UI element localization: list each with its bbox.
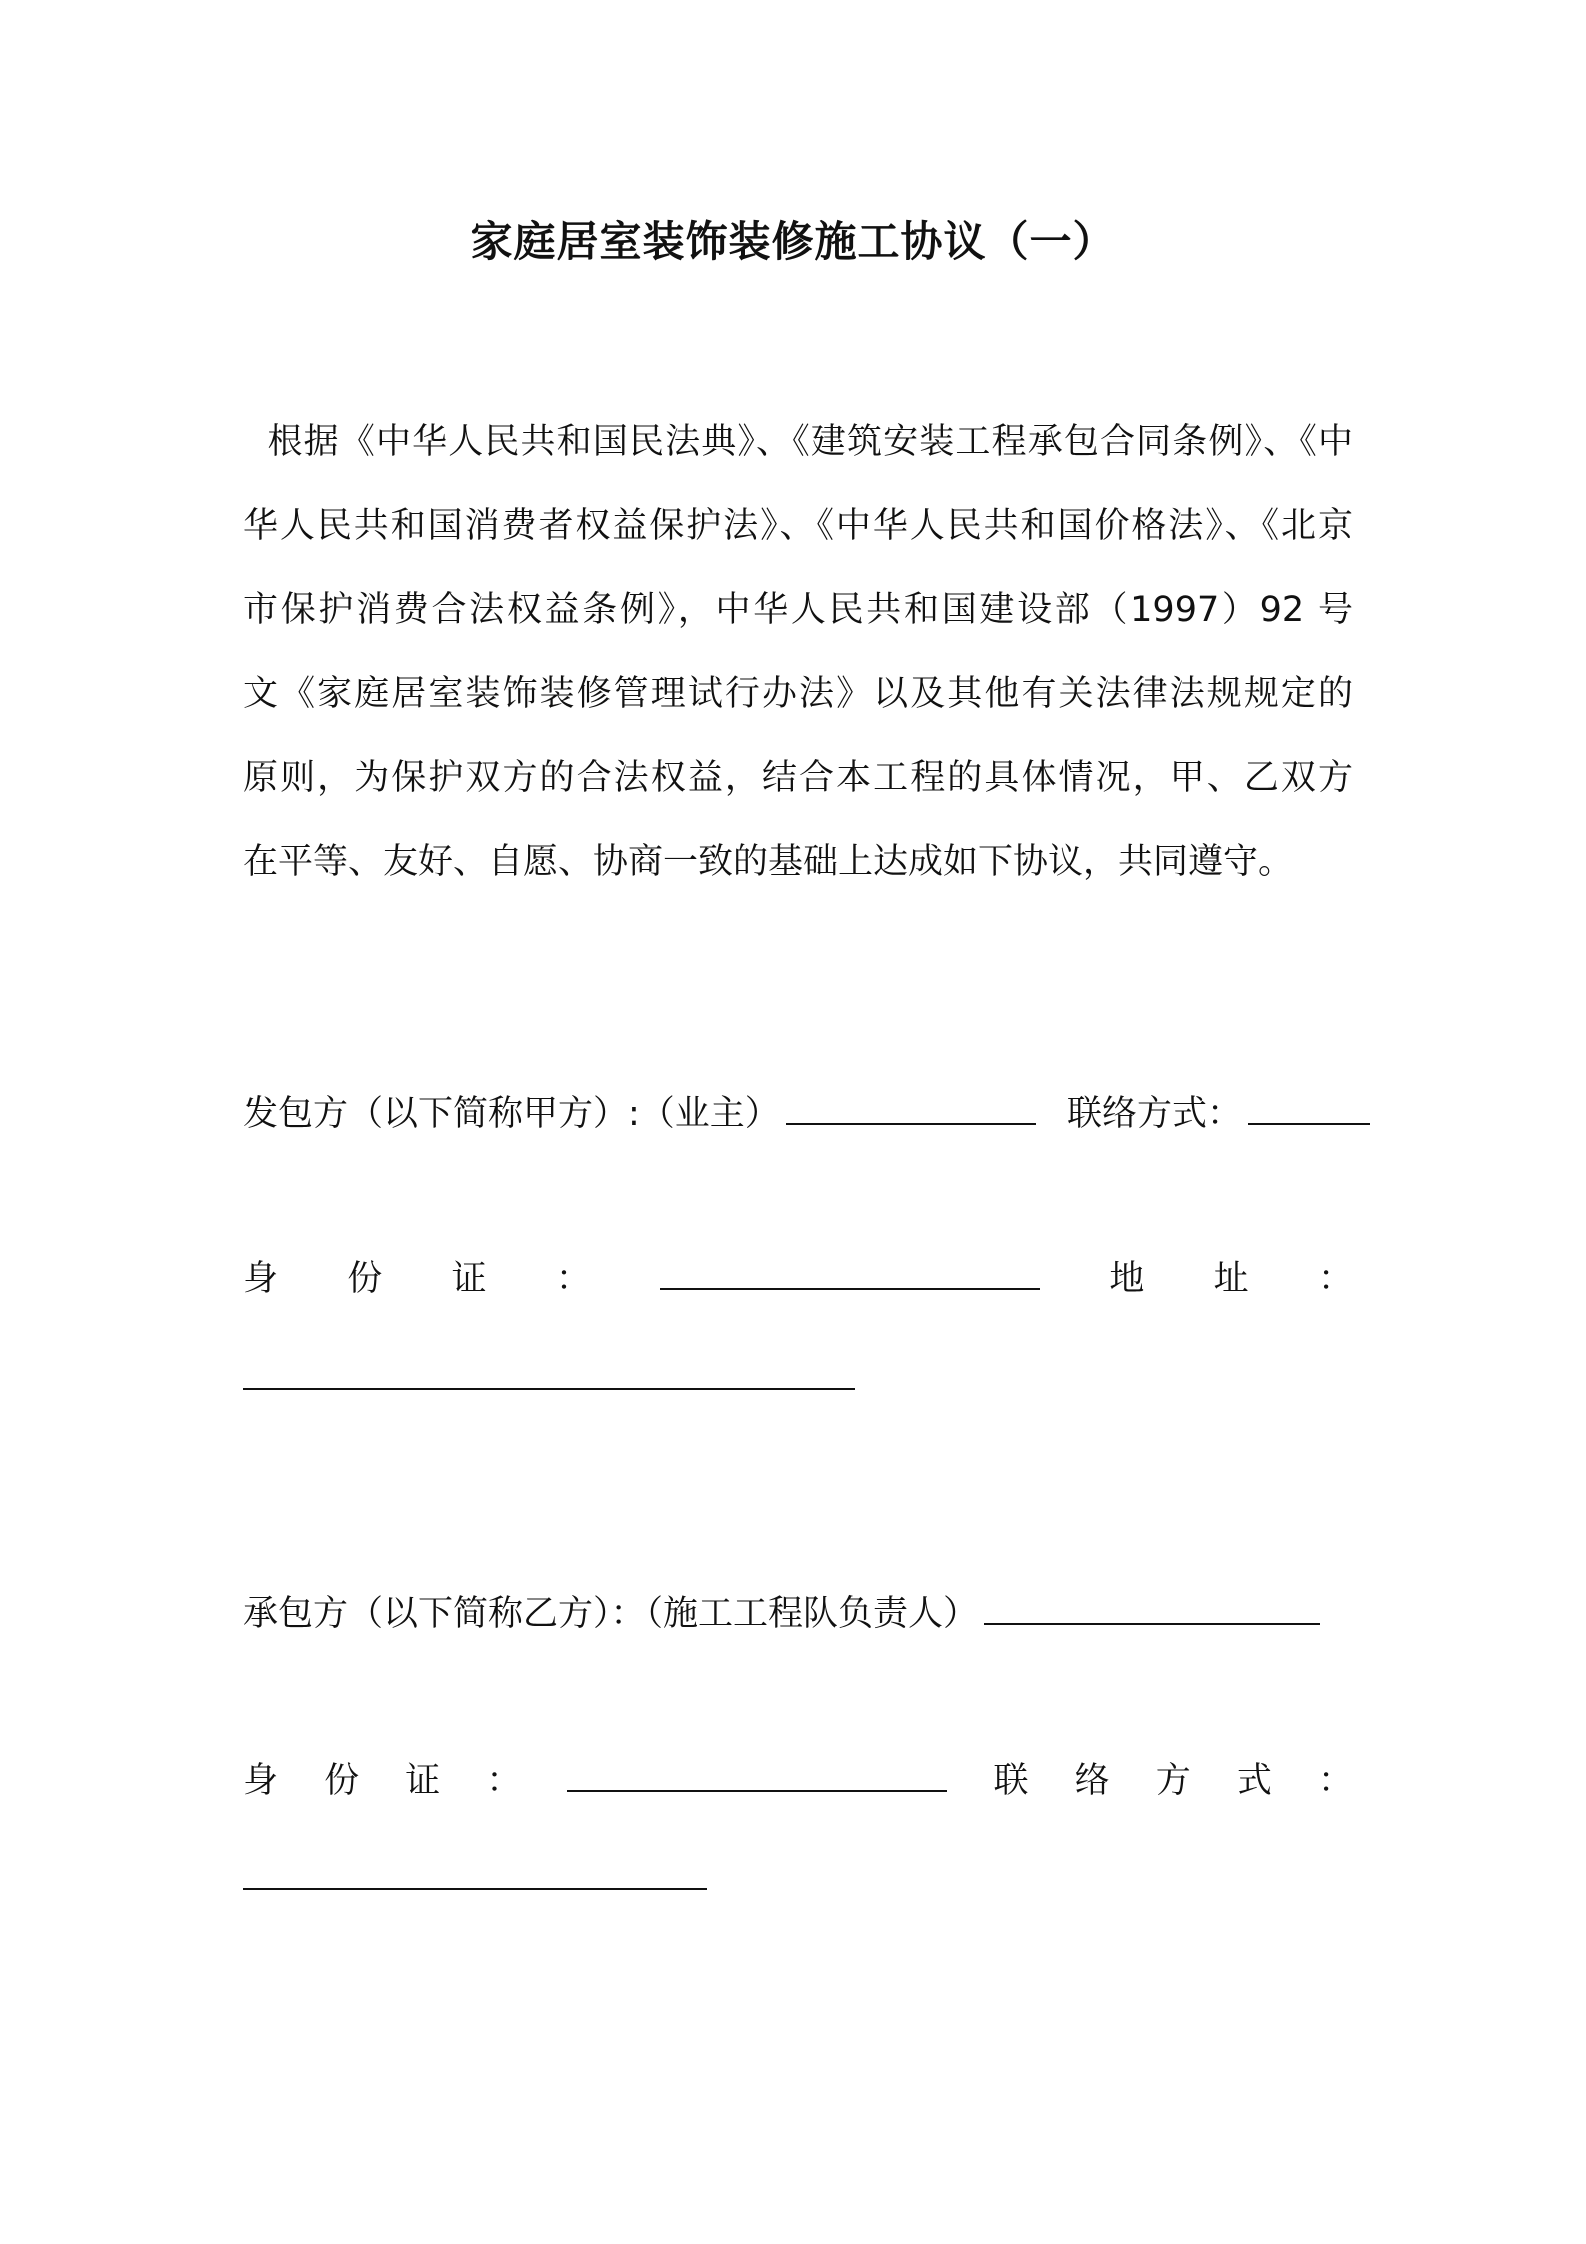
preamble-line: 根据《中华人民共和国民法典》、《建筑安装工程承包合同条例》、《中 [243, 422, 1353, 462]
contact-char: 方 [1155, 1761, 1191, 1801]
document-title: 家庭居室装饰装修施工协议（一） [470, 217, 1116, 266]
id-char: 证 [405, 1761, 441, 1801]
owner-address-blank[interactable] [243, 1350, 855, 1390]
owner-contact-blank[interactable] [1248, 1085, 1370, 1125]
party-a-row [243, 1085, 1353, 1139]
preamble-line: 华人民共和国消费者权益保护法》、《中华人民共和国价格法》、《北京 [243, 506, 1353, 546]
party-b-contact-row [243, 1850, 1353, 1904]
id-char: 份 [347, 1259, 383, 1299]
party-a-address-row [243, 1350, 1353, 1404]
id-char: ： [555, 1259, 591, 1299]
owner-name-blank[interactable] [786, 1085, 1036, 1125]
address-char: 地 [1109, 1259, 1145, 1299]
id-char: 份 [324, 1761, 360, 1801]
id-char: 身 [243, 1259, 279, 1299]
contact-char: 式 [1236, 1761, 1272, 1801]
owner-id-blank[interactable] [660, 1250, 1040, 1290]
preamble-paragraph [243, 400, 1353, 904]
id-char: 证 [451, 1259, 487, 1299]
party-a-label: 发包方（以下简称甲方）:（业主） [243, 1094, 780, 1134]
id-char: 身 [243, 1761, 279, 1801]
address-char: ： [1317, 1259, 1353, 1299]
party-b-id-row [243, 1752, 1353, 1806]
contractor-id-blank[interactable] [567, 1752, 947, 1792]
address-char: 址 [1213, 1259, 1249, 1299]
party-a-id-row [243, 1250, 1353, 1304]
preamble-line: 文《家庭居室装饰装修管理试行办法》以及其他有关法律法规规定的 [243, 674, 1353, 714]
preamble-line: 在平等、友好、自愿、协商一致的基础上达成如下协议，共同遵守。 [243, 842, 1294, 882]
party-b-row [243, 1585, 1353, 1639]
party-a-contact-label: 联络方式： [1066, 1094, 1242, 1134]
contact-char: ： [1317, 1761, 1353, 1801]
party-b-label: 承包方（以下简称乙方）：（施工工程队负责人） [243, 1594, 979, 1634]
contractor-name-blank[interactable] [984, 1585, 1320, 1625]
contact-char: 联 [993, 1761, 1029, 1801]
preamble-line: 原则，为保护双方的合法权益，结合本工程的具体情况，甲、乙双方 [243, 758, 1353, 798]
preamble-line: 市保护消费合法权益条例》，中华人民共和国建设部（1997）92 号 [243, 590, 1353, 630]
contractor-contact-blank[interactable] [243, 1850, 707, 1890]
contact-char: 络 [1074, 1761, 1110, 1801]
id-char: ： [486, 1761, 522, 1801]
